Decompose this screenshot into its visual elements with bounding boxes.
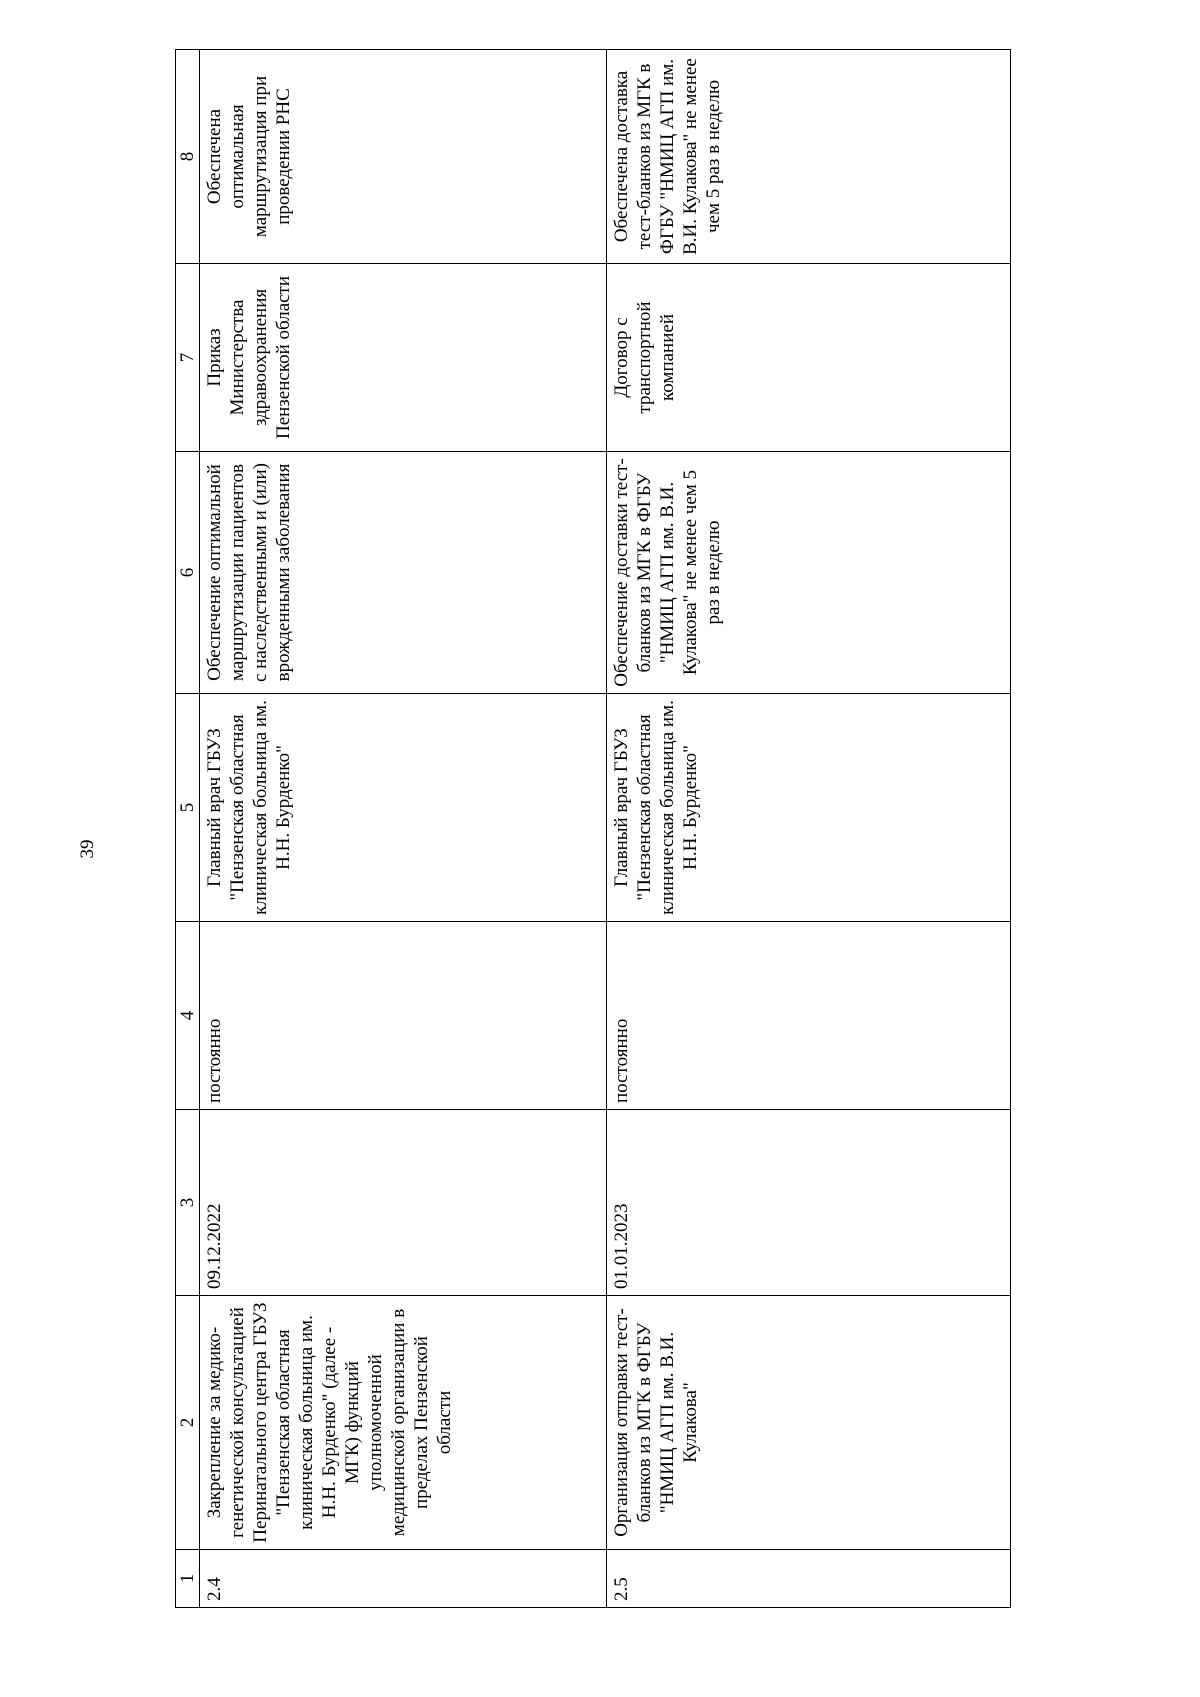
end-date-cell: постоянно xyxy=(200,922,607,1110)
document-cell: Договор с транспортной компанией xyxy=(607,264,1011,452)
column-number: 2 xyxy=(176,1296,200,1550)
column-number: 3 xyxy=(176,1110,200,1296)
column-number: 7 xyxy=(176,264,200,452)
rotated-table-container xyxy=(175,50,1011,1608)
result-cell: Обеспечение оптимальной маршрутизации пациентов с наследственными и (или) врожденными заболевания xyxy=(200,452,607,694)
activity-cell: Организация отправки тест-бланков из МГК в ФГБУ "НМИЦ АГП им. В.И. Кулакова" xyxy=(607,1296,1011,1550)
plan-table xyxy=(175,49,1011,1608)
row-number-cell: 2.4 xyxy=(200,1550,607,1608)
responsible-cell: Главный врач ГБУЗ "Пензенская областная клиническая больница им. Н.Н. Бурденко" xyxy=(200,694,607,922)
table-row xyxy=(200,50,607,1608)
column-number: 8 xyxy=(176,50,200,264)
activity-cell: Закрепление за медико-генетической консультацией Перинатального центра ГБУЗ "Пензенская областная клиническая больница им. Н.Н. Бурденко" (далее - МГК) функций уполномоченной медицинской организации в пределах Пензенской области xyxy=(200,1296,607,1550)
indicator-cell: Обеспечена оптимальная маршрутизация при проведении РНС xyxy=(200,50,607,264)
row-number-cell: 2.5 xyxy=(607,1550,1011,1608)
document-cell: Приказ Министерства здравоохранения Пензенской области xyxy=(200,264,607,452)
page-number: 39 xyxy=(77,839,98,859)
responsible-cell: Главный врач ГБУЗ "Пензенская областная клиническая больница им. Н.Н. Бурденко" xyxy=(607,694,1011,922)
column-number: 4 xyxy=(176,922,200,1110)
start-date-cell: 09.12.2022 xyxy=(200,1110,607,1296)
indicator-cell: Обеспечена доставка тест-бланков из МГК в ФГБУ "НМИЦ АГП им. В.И. Кулакова" не менее чем 5 раз в неделю xyxy=(607,50,1011,264)
start-date-cell: 01.01.2023 xyxy=(607,1110,1011,1296)
column-number: 5 xyxy=(176,694,200,922)
result-cell: Обеспечение доставки тест-бланков из МГК в ФГБУ "НМИЦ АГП им. В.И. Кулакова" не менее чем 5 раз в неделю xyxy=(607,452,1011,694)
column-number: 6 xyxy=(176,452,200,694)
column-number-row xyxy=(176,50,200,1608)
column-number: 1 xyxy=(176,1550,200,1608)
table-row xyxy=(607,50,1011,1608)
end-date-cell: постоянно xyxy=(607,922,1011,1110)
